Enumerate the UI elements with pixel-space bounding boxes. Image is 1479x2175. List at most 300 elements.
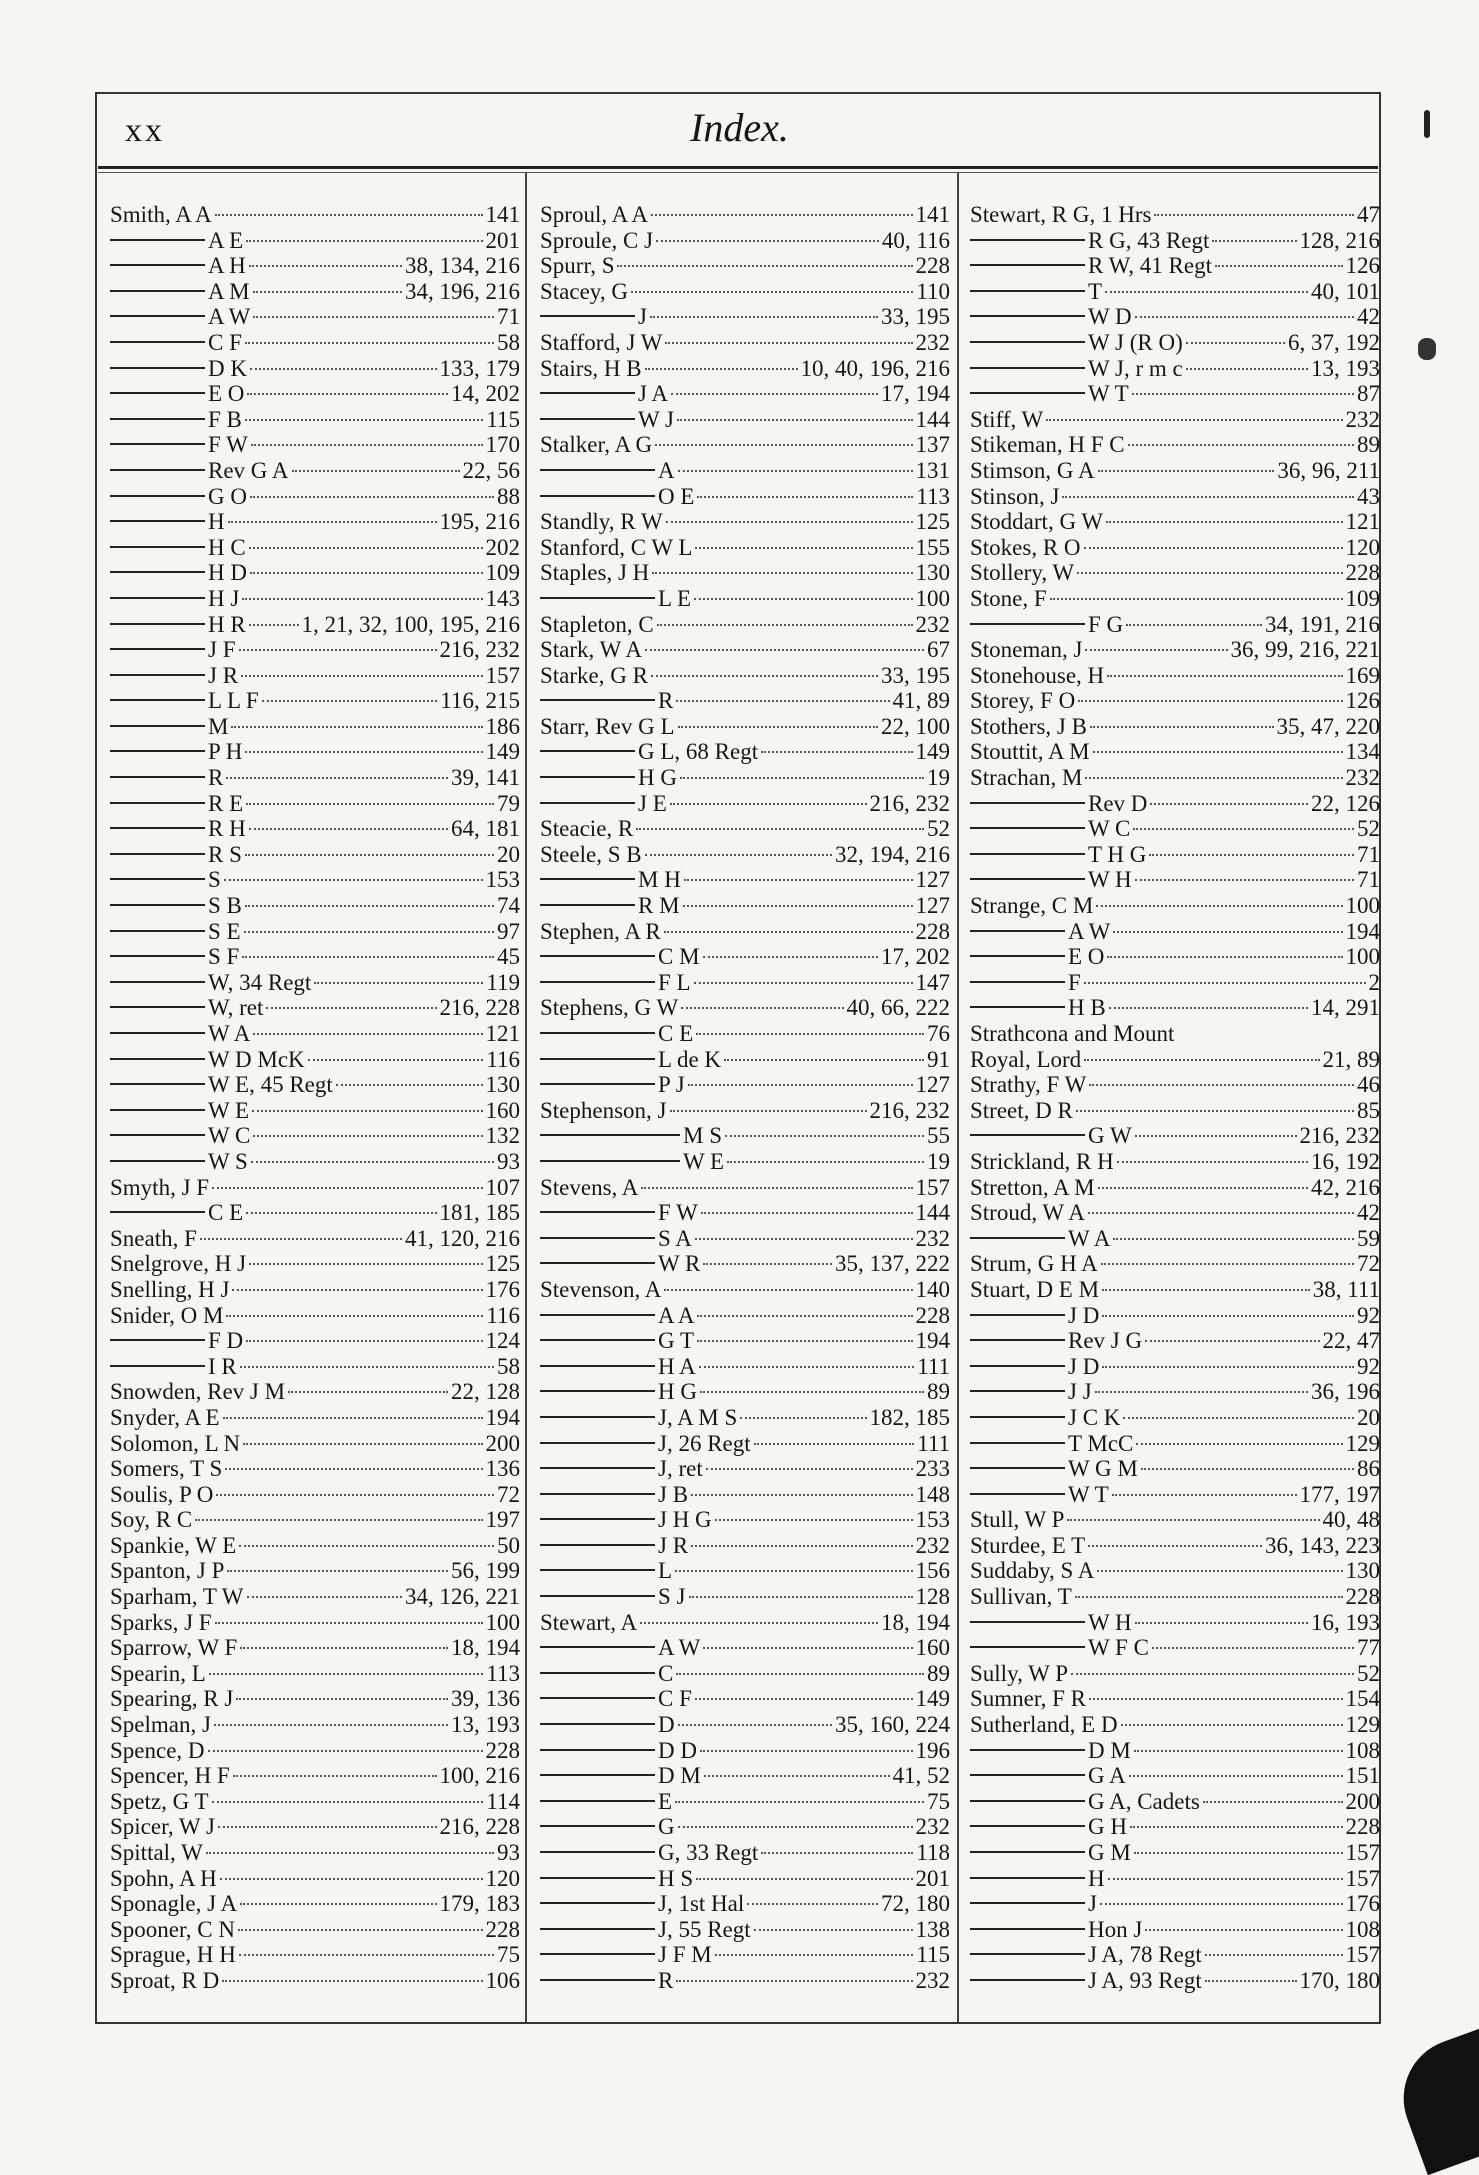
leader-dots: [683, 905, 913, 907]
entry-name: J C K: [1068, 1404, 1121, 1430]
entry-name: G A: [1088, 1763, 1126, 1789]
entry-name: Sutherland, E D: [970, 1712, 1118, 1738]
ditto-dash: [540, 904, 635, 906]
index-entry: [970, 1917, 1380, 1943]
index-entry: [540, 739, 950, 765]
leader-dots: [703, 1263, 832, 1265]
entry-name: G H: [1088, 1814, 1127, 1840]
leader-dots: [678, 1724, 832, 1726]
index-entry: [540, 1840, 950, 1866]
ditto-dash: [970, 341, 1085, 343]
leader-dots: [1084, 982, 1366, 984]
ditto-dash: [970, 1953, 1085, 1955]
index-entry: [970, 1405, 1380, 1431]
leader-dots: [1212, 240, 1296, 242]
entry-name: F B: [208, 406, 242, 432]
leader-dots: [288, 1391, 448, 1393]
entry-pages: 20: [1357, 1404, 1380, 1430]
leader-dots: [208, 1750, 483, 1752]
entry-pages: 100: [1345, 944, 1380, 970]
index-entry: [540, 1072, 950, 1098]
entry-pages: 75: [927, 1788, 950, 1814]
ditto-dash: [540, 495, 655, 497]
entry-name: Stoneman, J: [970, 637, 1083, 663]
entry-pages: 107: [485, 1174, 520, 1200]
index-entry: [970, 535, 1380, 561]
entry-name: Spittal, W: [110, 1840, 203, 1865]
index-entry: [540, 1200, 950, 1226]
leader-dots: [1145, 1929, 1342, 1931]
leader-dots: [1186, 342, 1285, 344]
entry-pages: 116, 215: [440, 688, 520, 714]
leader-dots: [243, 1443, 482, 1445]
index-entry: [970, 1661, 1380, 1687]
index-entry: [110, 739, 520, 765]
entry-name: J E: [638, 790, 667, 816]
entry-name: Sumner, F R: [970, 1686, 1087, 1712]
entry-pages: 79: [497, 790, 520, 816]
entry-name: Sponagle, J A: [110, 1891, 238, 1917]
leader-dots: [656, 240, 879, 242]
entry-name: A: [658, 457, 675, 483]
index-entry: [110, 1584, 520, 1610]
leader-dots: [1150, 803, 1308, 805]
leader-dots: [250, 572, 483, 574]
entry-pages: 22, 56: [462, 457, 520, 483]
entry-name: Standly, R W: [540, 509, 663, 535]
index-entry: [970, 1763, 1380, 1789]
entry-name: J: [638, 304, 647, 330]
entry-name: Stinson, J: [970, 483, 1060, 509]
entry-name: E O: [1068, 944, 1105, 970]
ditto-dash: [540, 1262, 655, 1264]
entry-name: C F: [658, 1686, 692, 1712]
leader-dots: [314, 982, 483, 984]
entry-pages: 119: [486, 969, 520, 995]
entry-name: Strickland, R H: [970, 1148, 1114, 1174]
leader-dots: [640, 1622, 878, 1624]
entry-name: Stothers, J B: [970, 713, 1087, 739]
entry-name: H B: [1068, 995, 1106, 1021]
entry-name: Stikeman, H F C: [970, 432, 1125, 458]
entry-pages: 47: [1357, 202, 1380, 227]
index-entry: [110, 1098, 520, 1124]
entry-name: D: [658, 1712, 675, 1738]
entry-name: Sproat, R D: [110, 1967, 220, 1993]
entry-pages: 113: [916, 483, 950, 509]
entry-name: G, 33 Regt: [658, 1840, 759, 1865]
entry-pages: 144: [915, 1200, 950, 1226]
entry-name: D K: [208, 355, 247, 381]
leader-dots: [244, 931, 494, 933]
index-entry: [970, 1533, 1380, 1559]
entry-pages: 41, 120, 216: [405, 1225, 520, 1251]
entry-pages: 72: [497, 1481, 520, 1507]
index-entry: [540, 1149, 950, 1175]
leader-dots: [1093, 751, 1343, 753]
index-entry: [540, 1123, 950, 1149]
entry-name: Snider, O M: [110, 1302, 224, 1328]
index-entry: [540, 228, 950, 254]
leader-dots: [308, 1059, 484, 1061]
index-entry: [970, 842, 1380, 868]
entry-pages: 130: [485, 1072, 520, 1098]
leader-dots: [1113, 1238, 1354, 1240]
entry-pages: 118: [916, 1840, 950, 1865]
entry-pages: 36, 143, 223: [1265, 1532, 1380, 1558]
entry-pages: 72, 180: [881, 1891, 950, 1917]
leader-dots: [236, 1698, 448, 1700]
entry-pages: 157: [1345, 1865, 1380, 1891]
entry-name: Sturdee, E T: [970, 1532, 1086, 1558]
ditto-dash: [970, 1774, 1085, 1776]
entry-pages: 170, 180: [1299, 1967, 1380, 1993]
entry-pages: 128: [915, 1584, 950, 1610]
column-divider: [957, 172, 959, 2022]
index-entry: [540, 1661, 950, 1687]
index-entry: [540, 1277, 950, 1303]
leader-dots: [695, 1238, 913, 1240]
entry-pages: 120: [485, 1865, 520, 1891]
entry-name: Hon J: [1088, 1916, 1143, 1942]
leader-dots: [1084, 547, 1343, 549]
entry-name: J D: [1068, 1353, 1100, 1379]
index-column-1: [110, 202, 520, 1994]
entry-pages: 157: [485, 662, 520, 688]
entry-pages: 121: [485, 1021, 520, 1046]
entry-pages: 144: [915, 406, 950, 432]
index-entry: [540, 1558, 950, 1584]
entry-pages: 21, 89: [1322, 1046, 1380, 1072]
ditto-dash: [540, 1518, 655, 1520]
entry-name: Stafford, J W: [540, 329, 663, 355]
entry-pages: 74: [497, 893, 520, 919]
ditto-dash: [540, 469, 655, 471]
margin-mark: [1418, 338, 1436, 360]
ditto-dash: [110, 802, 205, 804]
entry-pages: 126: [1345, 253, 1380, 279]
entry-pages: 141: [485, 202, 520, 227]
entry-pages: 55: [927, 1123, 950, 1149]
entry-name: Smyth, J F: [110, 1174, 210, 1200]
leader-dots: [715, 1519, 913, 1521]
index-entry: [110, 714, 520, 740]
entry-pages: 177, 197: [1299, 1481, 1380, 1507]
entry-pages: 160: [915, 1635, 950, 1661]
ditto-dash: [970, 930, 1065, 932]
entry-name: C: [658, 1660, 674, 1686]
index-entry: [970, 202, 1380, 228]
leader-dots: [688, 1084, 913, 1086]
ditto-dash: [540, 1237, 655, 1239]
entry-pages: 129: [1345, 1430, 1380, 1456]
index-entry: [110, 1738, 520, 1764]
index-entry: [110, 1405, 520, 1431]
leader-dots: [1096, 905, 1342, 907]
entry-pages: 109: [1345, 585, 1380, 611]
entry-name: W C: [208, 1123, 251, 1149]
entry-pages: 85: [1357, 1097, 1380, 1123]
entry-pages: 110: [916, 278, 950, 304]
entry-pages: 149: [915, 739, 950, 765]
entry-pages: 52: [1357, 1660, 1380, 1686]
entry-pages: 130: [1345, 1558, 1380, 1584]
leader-dots: [689, 1596, 913, 1598]
entry-pages: 40, 66, 222: [846, 995, 950, 1021]
leader-dots: [691, 1494, 912, 1496]
leader-dots: [240, 1903, 436, 1905]
ditto-dash: [540, 1569, 655, 1571]
ditto-dash: [110, 853, 205, 855]
index-entry: [110, 1354, 520, 1380]
leader-dots: [701, 1212, 913, 1214]
entry-name: T McC: [1068, 1430, 1134, 1456]
leader-dots: [252, 1110, 482, 1112]
index-entry: [110, 1891, 520, 1917]
index-entry: [970, 944, 1380, 970]
leader-dots: [699, 1366, 915, 1368]
entry-pages: 160: [485, 1097, 520, 1123]
leader-dots: [250, 368, 437, 370]
ditto-dash: [540, 1672, 655, 1674]
leader-dots: [1135, 879, 1354, 881]
ditto-dash: [110, 699, 205, 701]
entry-pages: 35, 47, 220: [1276, 713, 1380, 739]
entry-name: Steacie, R: [540, 816, 634, 842]
leader-dots: [694, 982, 913, 984]
entry-name: D M: [1088, 1737, 1131, 1763]
leader-dots: [1102, 1315, 1354, 1317]
entry-name: T: [1088, 278, 1103, 304]
entry-pages: 186: [485, 713, 520, 739]
ditto-dash: [970, 264, 1085, 266]
ditto-dash: [970, 1416, 1065, 1418]
leader-dots: [703, 1647, 912, 1649]
leader-dots: [200, 1238, 402, 1240]
entry-name: Street, D R: [970, 1097, 1073, 1123]
entry-pages: 75: [497, 1942, 520, 1968]
entry-pages: 22, 126: [1311, 790, 1380, 816]
index-entry: [540, 1763, 950, 1789]
entry-name: Spetz, G T: [110, 1788, 209, 1814]
index-entry: [540, 970, 950, 996]
entry-pages: 201: [485, 227, 520, 253]
entry-name: W E, 45 Regt: [208, 1072, 333, 1098]
index-entry: [110, 867, 520, 893]
index-entry: [110, 1968, 520, 1994]
leader-dots: [228, 521, 437, 523]
leader-dots: [695, 1698, 913, 1700]
entry-name: Stevenson, A: [540, 1276, 662, 1302]
leader-dots: [238, 1929, 483, 1931]
leader-dots: [1130, 1826, 1343, 1828]
leader-dots: [253, 291, 402, 293]
entry-pages: 59: [1357, 1225, 1380, 1251]
entry-pages: 216, 232: [869, 790, 950, 816]
index-entry: [540, 1533, 950, 1559]
index-entry: [540, 612, 950, 638]
entry-name: S F: [208, 944, 240, 970]
leader-dots: [218, 1826, 437, 1828]
index-entry: [540, 1635, 950, 1661]
index-entry: [540, 944, 950, 970]
ditto-dash: [540, 1723, 655, 1725]
index-entry: [540, 1507, 950, 1533]
ditto-dash: [110, 930, 205, 932]
entry-name: F G: [1088, 611, 1124, 637]
leader-dots: [651, 675, 878, 677]
ditto-dash: [970, 1928, 1085, 1930]
ditto-dash: [540, 1749, 655, 1751]
index-entry: [540, 407, 950, 433]
entry-name: A W: [658, 1635, 701, 1661]
index-entry: [970, 739, 1380, 765]
ditto-dash: [110, 367, 205, 369]
entry-name: W J, r m c: [1088, 355, 1183, 381]
ditto-dash: [970, 1877, 1085, 1879]
leader-dots: [1105, 291, 1308, 293]
index-entry: [970, 970, 1380, 996]
leader-dots: [761, 1852, 913, 1854]
index-entry: [540, 995, 950, 1021]
leader-dots: [233, 1775, 437, 1777]
leader-dots: [645, 854, 832, 856]
entry-pages: 58: [497, 1353, 520, 1379]
leader-dots: [224, 879, 483, 881]
ditto-dash: [540, 1877, 655, 1879]
entry-name: F L: [658, 969, 691, 995]
index-entry: [970, 1507, 1380, 1533]
entry-pages: 143: [485, 585, 520, 611]
index-entry: [970, 765, 1380, 791]
ditto-dash: [540, 776, 635, 778]
ditto-dash: [540, 1953, 655, 1955]
entry-name: Strum, G H A: [970, 1251, 1098, 1277]
entry-name: Strathy, F W: [970, 1072, 1087, 1098]
entry-pages: 181, 185: [439, 1200, 520, 1226]
index-entry: [110, 381, 520, 407]
ditto-dash: [110, 1365, 205, 1367]
entry-pages: 13, 193: [451, 1712, 520, 1738]
ditto-dash: [540, 392, 635, 394]
entry-name: Stokes, R O: [970, 534, 1081, 560]
entry-name: J R: [208, 662, 239, 688]
index-column-3: [970, 202, 1380, 1994]
entry-name: D D: [658, 1737, 697, 1763]
entry-pages: 39, 136: [451, 1686, 520, 1712]
entry-name: Sullivan, T: [970, 1584, 1072, 1610]
index-entry: [970, 356, 1380, 382]
index-entry: [540, 1226, 950, 1252]
index-entry: [110, 1123, 520, 1149]
index-entry: [540, 1789, 950, 1815]
leader-dots: [680, 777, 924, 779]
entry-name: Strange, C M: [970, 893, 1094, 919]
index-entry: [540, 1814, 950, 1840]
entry-pages: 228: [1345, 1814, 1380, 1840]
entry-pages: 72: [1357, 1251, 1380, 1277]
index-entry: [110, 279, 520, 305]
entry-pages: 116: [486, 1046, 520, 1072]
leader-dots: [245, 854, 494, 856]
entry-pages: 42: [1357, 1200, 1380, 1226]
ditto-dash: [540, 1211, 655, 1213]
entry-pages: 10, 40, 196, 216: [800, 355, 950, 381]
entry-pages: 6, 37, 192: [1288, 329, 1380, 355]
ditto-dash: [110, 315, 205, 317]
leader-dots: [650, 316, 878, 318]
leader-dots: [245, 342, 494, 344]
entry-pages: 40, 101: [1311, 278, 1380, 304]
entry-pages: 111: [917, 1430, 950, 1456]
leader-dots: [253, 1135, 482, 1137]
leader-dots: [1088, 1212, 1354, 1214]
entry-pages: 89: [927, 1379, 950, 1405]
entry-name: Spicer, W J: [110, 1814, 215, 1840]
entry-pages: 233: [915, 1456, 950, 1482]
ditto-dash: [110, 264, 205, 266]
index-entry: [110, 1226, 520, 1252]
leader-dots: [691, 1545, 912, 1547]
entry-pages: 33, 195: [881, 304, 950, 330]
entry-pages: 22, 47: [1322, 1328, 1380, 1354]
entry-pages: 128, 216: [1299, 227, 1380, 253]
index-entry: [110, 1814, 520, 1840]
entry-name: Stiff, W: [970, 406, 1044, 432]
index-entry: [110, 1379, 520, 1405]
leader-dots: [206, 1852, 494, 1854]
leader-dots: [1101, 1263, 1354, 1265]
entry-pages: 179, 183: [439, 1891, 520, 1917]
ditto-dash: [110, 469, 205, 471]
entry-name: R: [658, 688, 674, 714]
leader-dots: [1100, 1903, 1343, 1905]
entry-name: S J: [658, 1584, 686, 1610]
leader-dots: [195, 1519, 482, 1521]
leader-dots: [617, 265, 912, 267]
leader-dots: [1046, 419, 1342, 421]
entry-pages: 200: [485, 1430, 520, 1456]
page-title: Index.: [690, 105, 789, 150]
entry-pages: 43: [1357, 483, 1380, 509]
entry-pages: 16, 192: [1311, 1148, 1380, 1174]
leader-dots: [1089, 1698, 1342, 1700]
index-entry: [970, 688, 1380, 714]
entry-name: J, 26 Regt: [658, 1430, 751, 1456]
entry-pages: 232: [915, 329, 950, 355]
entry-name: J, ret: [658, 1456, 703, 1482]
entry-pages: 131: [915, 457, 950, 483]
index-entry: [540, 330, 950, 356]
leader-dots: [216, 1494, 494, 1496]
ditto-dash: [970, 1339, 1065, 1341]
entry-name: W A: [1068, 1225, 1111, 1251]
index-entry: [970, 1968, 1380, 1994]
entry-name: W F C: [1088, 1635, 1149, 1661]
leader-dots: [652, 572, 912, 574]
index-entry: [970, 381, 1380, 407]
leader-dots: [1133, 828, 1354, 830]
entry-name: W C: [1088, 816, 1131, 842]
entry-pages: 176: [1345, 1891, 1380, 1917]
index-entry: [970, 637, 1380, 663]
entry-pages: 176: [485, 1276, 520, 1302]
entry-pages: 196: [915, 1737, 950, 1763]
entry-pages: 133, 179: [439, 355, 520, 381]
ditto-dash: [540, 1902, 655, 1904]
leader-dots: [1095, 1391, 1308, 1393]
entry-pages: 77: [1357, 1635, 1380, 1661]
